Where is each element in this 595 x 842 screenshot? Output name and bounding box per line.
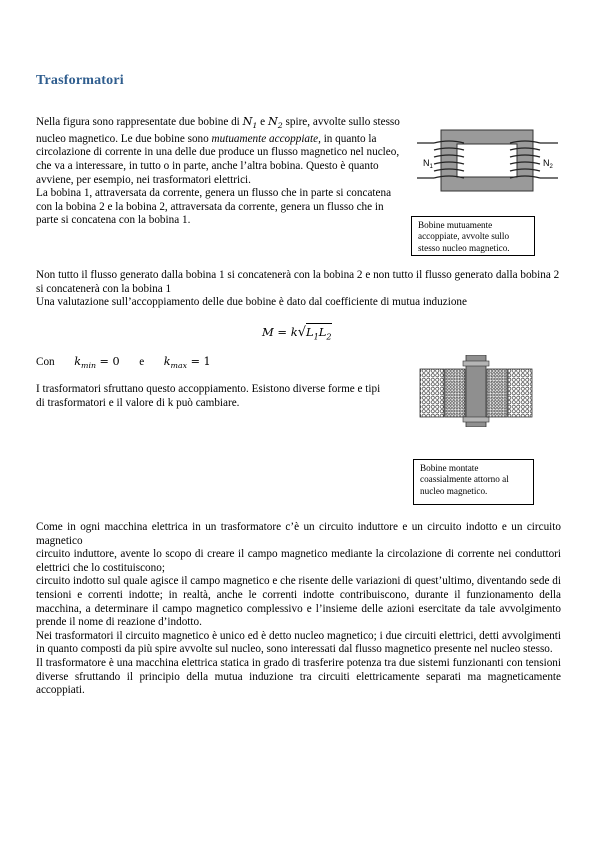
outer-coil-right <box>508 369 532 417</box>
intro-text-e: La bobina 1, attraversata da corrente, genera un flusso che in parte si concatena con la bobina 2 e la bobina 2, attraversata da corrente, genera un flusso che in parte si concatena con la bobina 1. <box>36 187 392 227</box>
machine-line-1: Come in ogni macchina elettrica in un trasformatore c’è un circuito induttore e un circuito indotto e un circuito magnetico <box>36 521 561 547</box>
outer-coil-left <box>420 369 444 417</box>
page-title: Trasformatori <box>36 73 124 88</box>
figure2-caption: Bobine montate coassialmente attorno al nucleo magnetico. <box>413 459 534 505</box>
label-n1: $N_1$ <box>423 158 433 170</box>
coupling-text-a: Non tutto il flusso generato dalla bobina 1 si concatenerà con la bobina 2 e non tutto il flusso generato dalla bobina 2 si concatenerà con la bobina 1 <box>36 269 560 295</box>
intro-emphasis: mutuamente accoppiate, <box>211 132 321 145</box>
label-n2: $N_2$ <box>543 158 553 170</box>
intro-text-a: Nella figura sono rappresentate due bobine di <box>36 116 243 128</box>
coupling-paragraph <box>36 269 561 310</box>
symbol-n2: $N_2$ <box>267 115 283 131</box>
machine-line-2: circuito induttore, avente lo scopo di creare il campo magnetico mediante la circolazione di corrente nei conduttori elettrici che lo costituiscono; <box>36 548 561 574</box>
symbol-n1: $N_1$ <box>242 115 258 131</box>
machine-line-3: circuito indotto sul quale agisce il campo magnetico e che risente delle variazioni di quest’ultimo, diventando sede di tensioni e correnti indotte; in realtà, anche le correnti indotte contribuiscono, durante il funzionamento della macchina, a determinare il campo magnetico complessivo e l’insieme delle azioni esercitate da tale avvolgimento prende il nome di reazione d’indotto. <box>36 575 561 629</box>
intro-text-d: in quanto la circolazione di corrente in una delle due produce un flusso magnetico nel nucleo, che va a interessare, in tutto o in parte, anche l’altra bobina. Questo è quanto avviene, per esempio, nei trasformatori elettrici. <box>36 132 400 186</box>
coefficient-range <box>36 355 211 370</box>
inner-coil-right <box>487 369 507 417</box>
con-label: Con <box>36 356 55 368</box>
intro-text-c: spire, avvolte sullo stesso nucleo magnetico. Le due bobine sono <box>36 116 400 145</box>
and-label: e <box>139 356 145 368</box>
inner-coil-left <box>445 369 465 417</box>
mutual-inductance-formula: $M = k√L_1L_2$ <box>262 325 332 342</box>
kmin-expression: $k_{min} = 0$ <box>74 355 120 371</box>
figure1-caption: Bobine mutuamente accoppiate, avvolte sullo stesso nucleo magnetico. <box>411 216 535 256</box>
kmax-expression: $k_{max} = 1$ <box>163 355 211 371</box>
intro-paragraph <box>36 115 406 228</box>
intro-text-b: e <box>257 116 268 128</box>
machine-paragraph <box>36 521 561 698</box>
types-paragraph: I trasformatori sfruttano questo accoppiamento. Esistono diverse forme e tipi di trasformatori e il valore di k può cambiare. <box>36 383 381 409</box>
machine-line-4: Nei trasformatori il circuito magnetico è unico ed è detto nucleo magnetico; i due circuiti elettrici, detti avvolgimenti in quanto composti da più spire avvolte sul nucleo, sono interessati dal flusso magnetico presente nel nucleo stesso. <box>36 629 561 656</box>
coupling-text-b: Una valutazione sull’accoppiamento delle due bobine è dato dal coefficiente di mutua induzione <box>36 296 467 309</box>
machine-line-5: Il trasformatore è una macchina elettrica statica in grado di trasferire potenza tra due sistemi funzionanti con tensioni diverse sfruttando il principio della mutua induzione tra circuiti elettricamente separati ma magneticamente accoppiati. <box>36 656 561 697</box>
coaxial-coils-figure <box>417 355 535 427</box>
transformer-core-figure <box>412 120 562 196</box>
